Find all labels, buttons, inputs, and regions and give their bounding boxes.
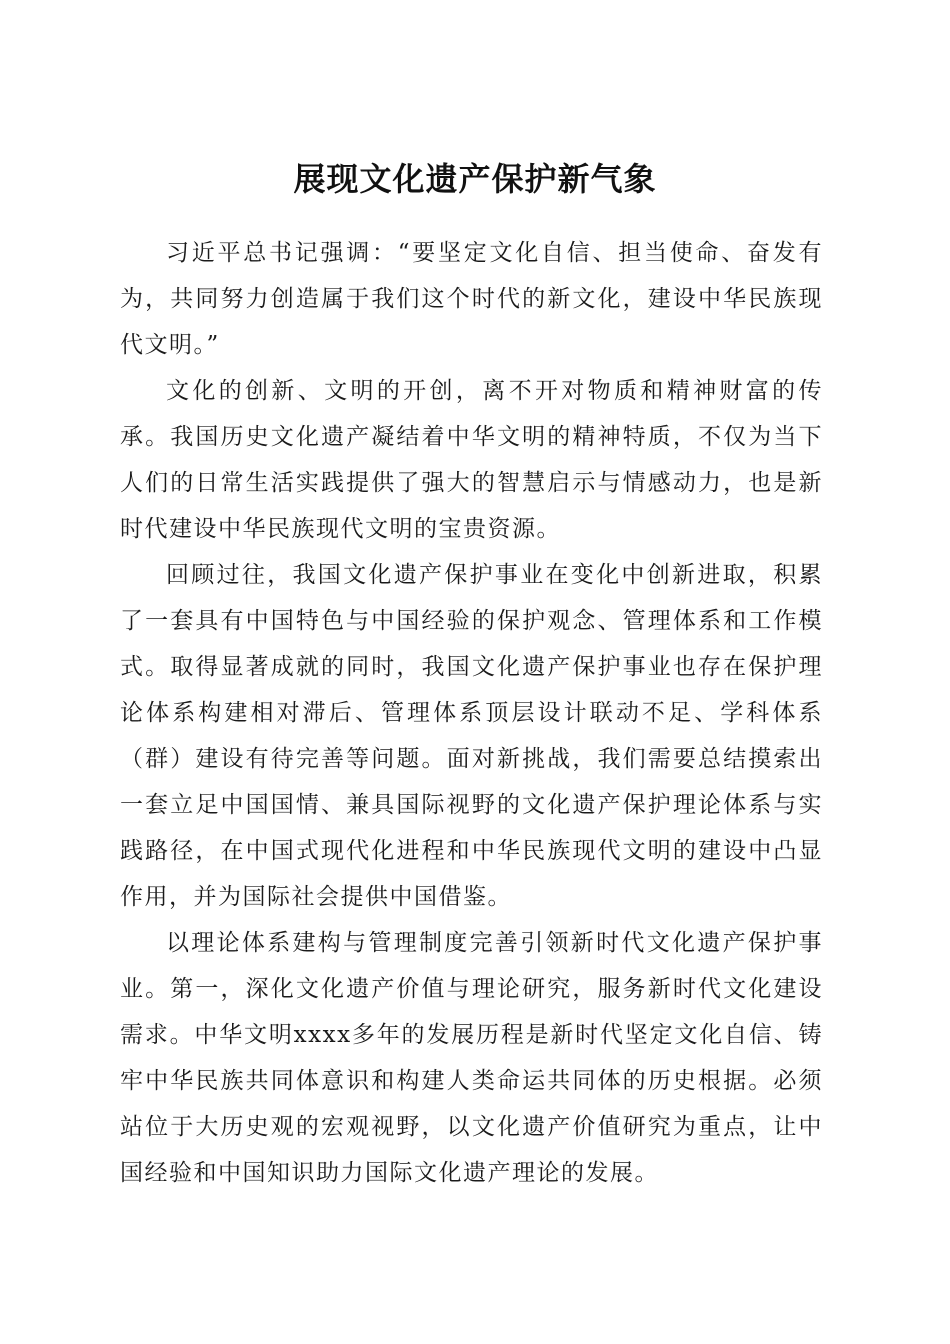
paragraph-2: 文化的创新、文明的开创，离不开对物质和精神财富的传承。我国历史文化遗产凝结着中华文明的精神特质，不仅为当下人们的日常生活实践提供了强大的智慧启示与情感动力，也是新时代建设中华民族现代文明的宝贵资源。: [120, 378, 823, 542]
paragraph-3: 回顾过往，我国文化遗产保护事业在变化中创新进取，积累了一套具有中国特色与中国经验的保护观念、管理体系和工作模式。取得显著成就的同时，我国文化遗产保护事业也存在保护理论体系构建相对滞后、管理体系顶层设计联动不足、学科体系（群）建设有待完善等问题。面对新挑战，我们需要总结摸索出一套立足中国国情、兼具国际视野的文化遗产保护理论体系与实践路径，在中国式现代化进程和中华民族现代文明的建设中凸显作用，并为国际社会提供中国借鉴。: [120, 562, 823, 910]
document-body: [120, 230, 823, 1196]
document-title: 展现文化遗产保护新气象: [293, 160, 657, 199]
paragraph-4: 以理论体系建构与管理制度完善引领新时代文化遗产保护事业。第一，深化文化遗产价值与理论研究，服务新时代文化建设需求。中华文明xxxx多年的发展历程是新时代坚定文化自信、铸牢中华民族共同体意识和构建人类命运共同体的历史根据。必须站位于大历史观的宏观视野，以文化遗产价值研究为重点，让中国经验和中国知识助力国际文化遗产理论的发展。: [120, 930, 823, 1186]
paragraph-1: 习近平总书记强调：“要坚定文化自信、担当使命、奋发有为，共同努力创造属于我们这个时代的新文化，建设中华民族现代文明。”: [120, 240, 823, 358]
